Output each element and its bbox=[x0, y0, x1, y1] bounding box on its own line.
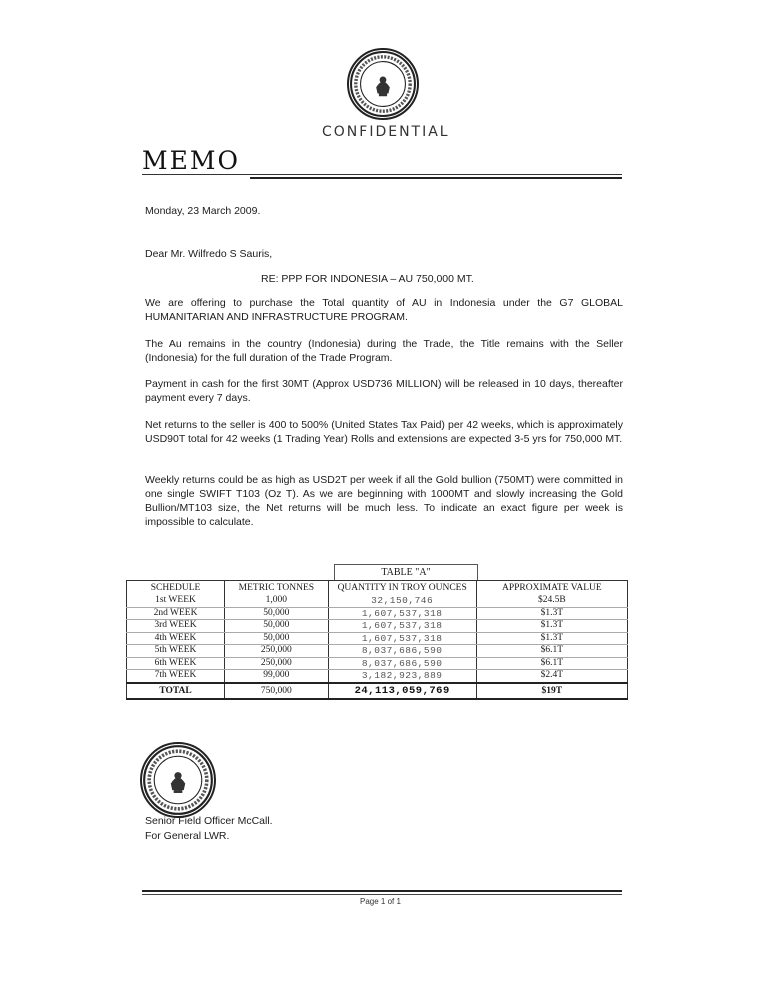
paragraph-title: The Au remains in the country (Indonesia) during the Trade, the Title remains with the Seller (Indonesia) for the full duration of the Trade Program. bbox=[145, 338, 623, 364]
cell-schedule: 2nd WEEK bbox=[127, 607, 225, 620]
cell-schedule: 7th WEEK bbox=[127, 670, 225, 683]
cell-value: $24.5B bbox=[476, 595, 627, 607]
cell-value: $6.1T bbox=[476, 645, 627, 658]
cell-ounces: 32,150,746 bbox=[328, 595, 476, 607]
total-value: $19T bbox=[476, 683, 627, 699]
table-row bbox=[127, 607, 628, 620]
cell-ounces: 1,607,537,318 bbox=[328, 607, 476, 620]
table-header-row bbox=[127, 581, 628, 596]
cell-schedule: 3rd WEEK bbox=[127, 620, 225, 633]
cell-tonnes: 250,000 bbox=[225, 645, 329, 658]
cell-ounces: 8,037,686,590 bbox=[328, 645, 476, 658]
cell-ounces: 8,037,686,590 bbox=[328, 657, 476, 670]
header-troy-ounces: QUANTITY IN TROY OUNCES bbox=[328, 581, 476, 596]
cell-value: $1.3T bbox=[476, 620, 627, 633]
cell-tonnes: 250,000 bbox=[225, 657, 329, 670]
paragraph-offer: We are offering to purchase the Total quantity of AU in Indonesia under the G7 GLOBAL HUMANITARIAN AND INFRASTRUCTURE PROGRAM. bbox=[145, 297, 623, 323]
table-row bbox=[127, 670, 628, 683]
schedule-grid bbox=[126, 580, 628, 700]
salutation: Dear Mr. Wilfredo S Sauris, bbox=[145, 248, 273, 260]
table-row bbox=[127, 657, 628, 670]
cell-ounces: 3,182,923,889 bbox=[328, 670, 476, 683]
table-total-row bbox=[127, 683, 628, 699]
cell-schedule: 4th WEEK bbox=[127, 632, 225, 645]
footer-divider bbox=[142, 894, 622, 895]
cell-value: $1.3T bbox=[476, 607, 627, 620]
cell-schedule: 6th WEEK bbox=[127, 657, 225, 670]
cell-ounces: 1,607,537,318 bbox=[328, 632, 476, 645]
cell-tonnes: 1,000 bbox=[225, 595, 329, 607]
memo-date: Monday, 23 March 2009. bbox=[145, 205, 261, 217]
subject-line: RE: PPP FOR INDONESIA – AU 750,000 MT. bbox=[261, 273, 474, 285]
table-row bbox=[127, 620, 628, 633]
paragraph-payment: Payment in cash for the first 30MT (Approx USD736 MILLION) will be released in 10 days, thereafter payment every 7 days. bbox=[145, 378, 623, 404]
header-schedule: SCHEDULE bbox=[127, 581, 225, 596]
cell-value: $6.1T bbox=[476, 657, 627, 670]
schedule-table bbox=[126, 564, 628, 700]
official-seal-top bbox=[347, 48, 419, 120]
table-caption: TABLE "A" bbox=[334, 564, 478, 580]
paragraph-weekly-returns: Weekly returns could be as high as USD2T per week if all the Gold bullion (750MT) were committed in one single SWIFT T103 (Oz T). As we are beginning with 1000MT and slowly increasing the Gold Bullion/MT103 size, the Net returns will be much less. To indicate an exact figure per week is impossible to calculate. bbox=[145, 474, 623, 528]
cell-value: $1.3T bbox=[476, 632, 627, 645]
total-tonnes: 750,000 bbox=[225, 683, 329, 699]
cell-tonnes: 50,000 bbox=[225, 632, 329, 645]
header-approx-value: APPROXIMATE VALUE bbox=[476, 581, 627, 596]
table-row bbox=[127, 632, 628, 645]
signature-officer: Senior Field Officer McCall. bbox=[145, 815, 273, 827]
footer-divider-thick bbox=[142, 890, 622, 892]
paragraph-net-returns: Net returns to the seller is 400 to 500% (United States Tax Paid) per 42 weeks, which is approximately USD90T total for 42 weeks (1 Trading Year) Rolls and extensions are expected 3-5 yrs for 750,000 MT. bbox=[145, 419, 623, 445]
header-divider-thick bbox=[250, 177, 622, 179]
cell-value: $2.4T bbox=[476, 670, 627, 683]
memo-title: MEMO bbox=[142, 146, 240, 175]
cell-schedule: 5th WEEK bbox=[127, 645, 225, 658]
table-row bbox=[127, 595, 628, 607]
header-divider bbox=[142, 174, 622, 175]
table-row bbox=[127, 645, 628, 658]
page-number: Page 1 of 1 bbox=[360, 897, 401, 906]
official-seal-bottom bbox=[140, 742, 216, 818]
cell-tonnes: 50,000 bbox=[225, 607, 329, 620]
header-metric-tonnes: METRIC TONNES bbox=[225, 581, 329, 596]
cell-schedule: 1st WEEK bbox=[127, 595, 225, 607]
cell-tonnes: 99,000 bbox=[225, 670, 329, 683]
cell-tonnes: 50,000 bbox=[225, 620, 329, 633]
total-label: TOTAL bbox=[127, 683, 225, 699]
total-ounces: 24,113,059,769 bbox=[328, 683, 476, 699]
signature-general: For General LWR. bbox=[145, 830, 230, 842]
confidential-label: CONFIDENTIAL bbox=[322, 124, 450, 140]
cell-ounces: 1,607,537,318 bbox=[328, 620, 476, 633]
